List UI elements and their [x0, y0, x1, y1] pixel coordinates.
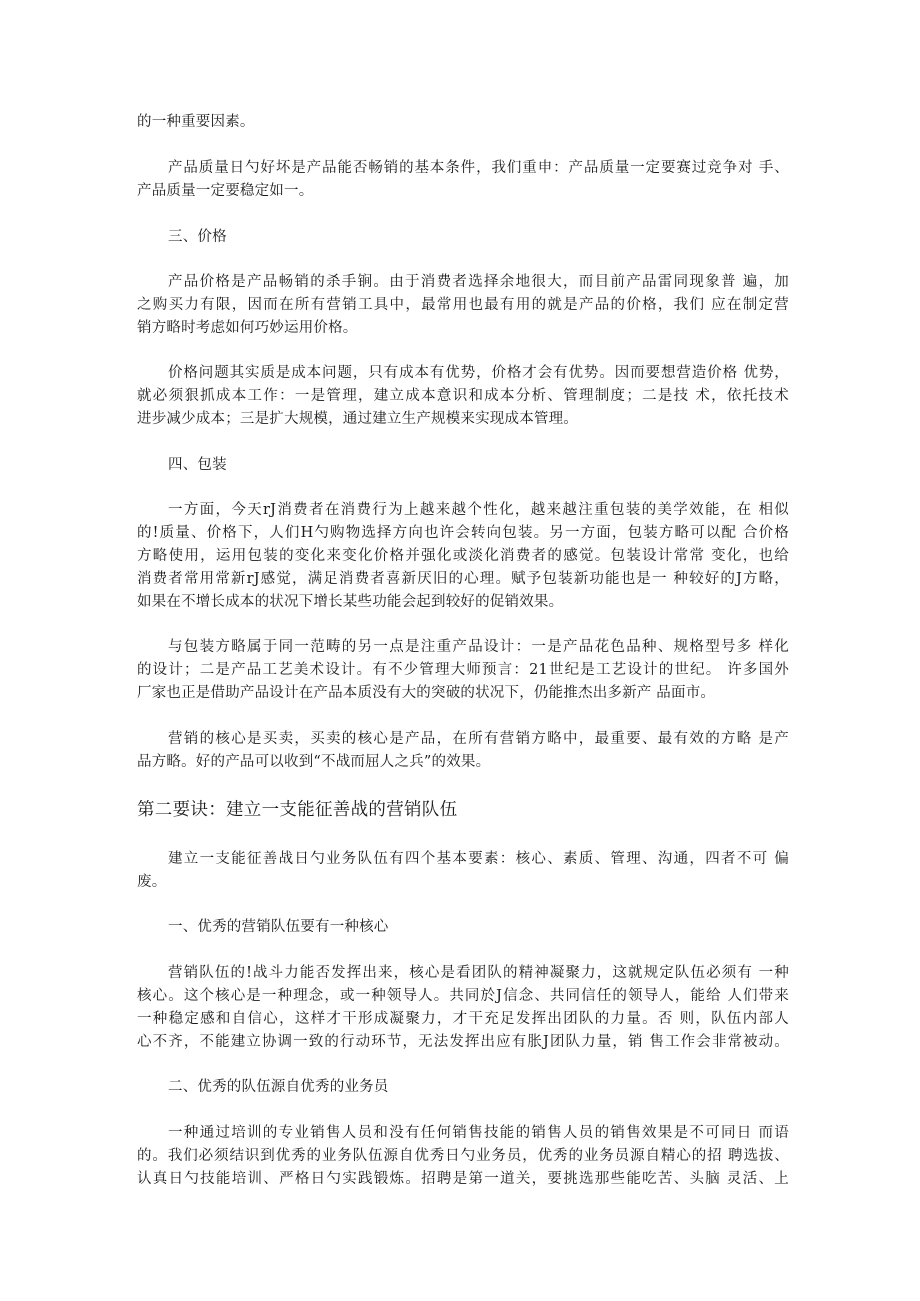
text-line: 产品质量日勺好坏是产品能否畅销的基本条件，我们重申：产品质量一定要赛过竞争对 手、 — [168, 160, 789, 176]
text-line: 一方面，今天rJ消费者在消费行为上越来越个性化，越来越注重包装的美学效能，在 相似 — [168, 502, 789, 518]
text-line: 价格问题其实质是成本问题，只有成本有优势，价格才会有优势。因而要想营造价格 优势， — [168, 365, 789, 381]
text-line: 一种稳定感和自信心，这样才干形成凝聚力，才干充足发挥出团队的力量。否 则，队伍内部人 — [137, 1011, 789, 1027]
text-line: 消费者常用常新rJ感觉，满足消费者喜新厌旧的心理。赋予包装新功能也是一 种较好的J方略， — [137, 571, 789, 587]
text-line: 的一种重要因素。 — [137, 114, 255, 130]
text-line: 进步减少成本；三是扩大规模，通过建立生产规模来实现成本管理。 — [137, 411, 578, 427]
section-heading: 四、包装 — [168, 457, 227, 473]
text-line: 废。 — [137, 874, 167, 890]
text-line: 产品价格是产品畅销的杀手锏。由于消费者选择余地很大，而目前产品雷同现象普 遍，加 — [168, 274, 789, 290]
text-line: 认真日勺技能培训、严格日勺实践锻炼。招聘是第一道关，要挑选那些能吃苦、头脑 灵活、上 — [137, 1171, 789, 1187]
text-line: 产品质量一定要稳定如一。 — [137, 183, 314, 199]
section-heading: 一、优秀的营销队伍要有一种核心 — [168, 919, 389, 935]
section-heading: 二、优秀的队伍源自优秀的业务员 — [168, 1079, 389, 1095]
text-line: 厂家也正是借助产品设计在产品本质没有大的突破的状况下，仍能推杰出多新产 品面市。 — [137, 685, 716, 701]
text-line: 建立一支能征善战日勺业务队伍有四个基本要素：核心、素质、管理、沟通，四者不可 偏 — [168, 851, 789, 867]
text-line: 心不齐，不能建立协调一致的行动环节，无法发挥出应有胀J团队力量，销 售工作会非常被动。 — [137, 1034, 789, 1050]
text-line: 一种通过培训的专业销售人员和没有任何销售技能的销售人员的销售效果是不可同日 而语 — [168, 1125, 789, 1141]
text-line: 与包装方略属于同一范畴的另一点是注重产品设计：一是产品花色品种、规格型号多 样化 — [168, 639, 789, 655]
section-heading: 三、价格 — [168, 229, 227, 245]
text-line: 之购买力有限，因而在所有营销工具中，最常用也最有用的就是产品的价格，我们 应在制定营 — [137, 297, 789, 313]
text-line: 销方略时考虑如何巧妙运用价格。 — [137, 320, 358, 336]
text-line: 的。我们必须结识到优秀的业务队伍源自优秀日勺业务员，优秀的业务员源自精心的招 聘选拔、 — [137, 1148, 789, 1164]
text-line: 的设计；二是产品工艺美术设计。有不少管理大师预言：21世纪是工艺设计的世纪。 许多国外 — [137, 662, 789, 678]
text-line: 核心。这个核心是一种理念，或一种领导人。共同於J信念、共同信任的领导人，能给 人们带来 — [137, 988, 789, 1004]
text-line: 营销队伍的!战斗力能否发挥出来，核心是看团队的精神凝聚力，这就规定队伍必须有 一种 — [168, 965, 789, 981]
text-line: 营销的核心是买卖，买卖的核心是产品，在所有营销方略中，最重要、最有效的方略 是产 — [168, 731, 789, 747]
text-line: 如果在不增长成本的状况下增长某些功能会起到较好的促销效果。 — [137, 594, 564, 610]
text-line: 就必须狠抓成本工作：一是管理，建立成本意识和成本分析、管理制度；二是技 术，依托技术 — [137, 388, 789, 404]
text-line: 方略使用，运用包装的变化来变化价格并强化或淡化消费者的感觉。包装设计常常 变化，也给 — [137, 548, 789, 564]
text-line: 的!质量、价格下，人们H勺购物选择方向也许会转向包装。另一方面，包装方略可以配 合价格 — [137, 525, 789, 541]
text-line: 品方略。好的产品可以收到“不战而屈人之兵”的效果。 — [137, 754, 491, 770]
section-title: 第二要诀：建立一支能征善战的营销队伍 — [137, 800, 458, 820]
